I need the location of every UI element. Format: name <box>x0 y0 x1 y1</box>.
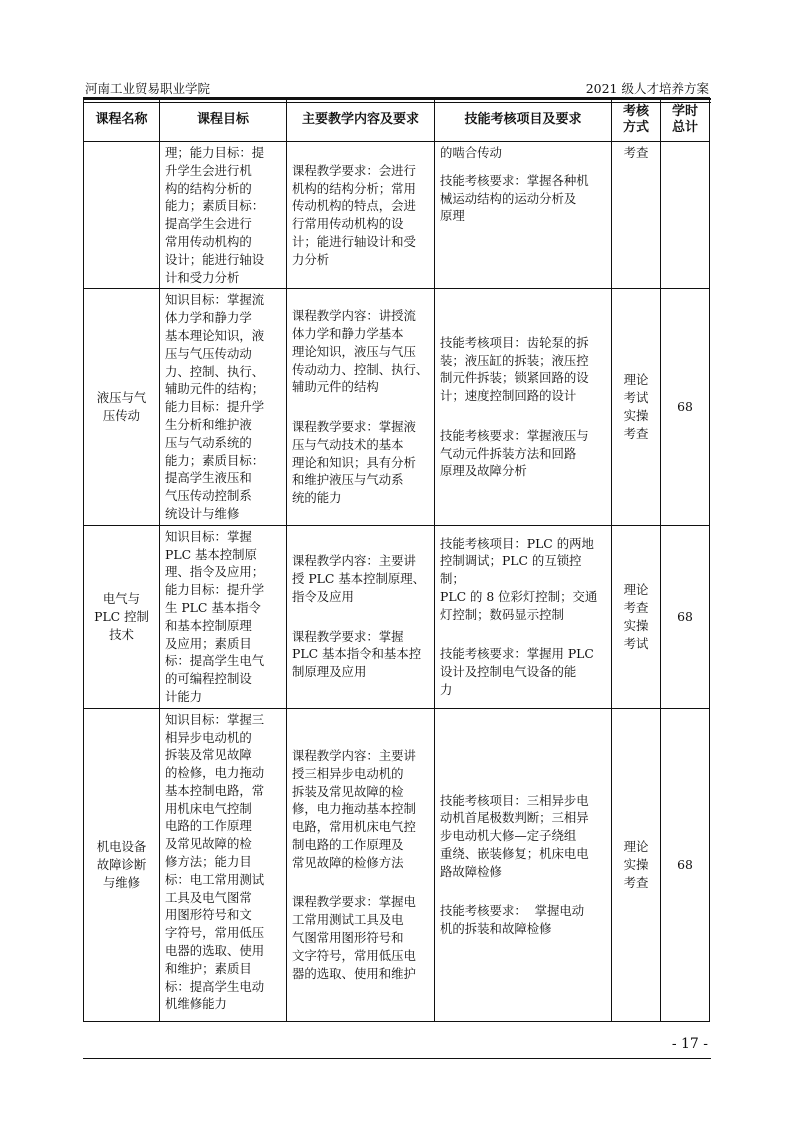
content-requirement: 课程教学要求：掌握 PLC 基本指令和基本控 制原理及应用 <box>292 628 422 680</box>
course-goal-cell: 理；能力目标：提 升学生会进行机 构的结构分析的 能力；素质目标： 提高学生会进行 常用传动机构的 设计；能进行轴设 计和受力分析 <box>160 142 287 289</box>
total-hours-cell: 68 <box>661 289 710 525</box>
total-hours-cell <box>661 142 710 289</box>
assessment-method-cell: 理论 实操 考查 <box>612 708 661 1021</box>
main-content-cell <box>287 708 435 1021</box>
col-header-total-hours: 学时 总计 <box>661 98 710 142</box>
assessment-method-cell: 理论 考查 实操 考试 <box>612 525 661 708</box>
col-header-course-goal: 课程目标 <box>160 98 287 142</box>
content-requirement: 课程教学要求：掌握电 工常用测试工具及电 气图常用图形符号和 文字符号，常用低压电 器的选取、使用和维护 <box>292 894 416 981</box>
course-goal-cell: 知识目标：掌握流 体力学和静力学 基本理论知识，液 压与气压传动动 力、控制、执行、 辅助元件的结构； 能力目标：提升学 生分析和维护液 压与气动系统的 能力；素质目标： 提高学生液压和 气压传动控制系 统设计与维修 <box>160 289 287 525</box>
skill-cell <box>435 289 612 525</box>
assessment-method-cell: 考查 <box>612 142 661 289</box>
skill-item: 技能考核项目：齿轮泵的拆 装；液压缸的拆装；液压控 制元件拆装；锁紧回路的设 计；速度控制回路的设计 <box>440 334 589 404</box>
total-hours-cell: 68 <box>661 525 710 708</box>
content-item: 课程教学内容：主要讲 授 PLC 基本控制原理、 指令及应用 <box>292 553 426 605</box>
page-number: - 17 - <box>671 1036 708 1052</box>
skill-requirement: 技能考核要求：掌握液压与 气动元件拆装方法和回路 原理及故障分析 <box>440 427 589 479</box>
course-table <box>83 97 710 1022</box>
course-name-cell: 机电设备 故障诊断 与维修 <box>84 708 160 1021</box>
course-name-cell <box>84 142 160 289</box>
table-row <box>84 289 710 525</box>
content-requirement: 课程教学要求：掌握液 压与气动技术的基本 理论和知识；具有分析 和维护液压与气动系 统的能力 <box>292 418 416 506</box>
main-content-cell <box>287 142 435 289</box>
table-header-row <box>84 98 710 142</box>
table-row <box>84 525 710 708</box>
skill-cell <box>435 708 612 1021</box>
table-row <box>84 142 710 289</box>
footer-rule <box>83 1058 711 1059</box>
main-content-cell <box>287 289 435 525</box>
course-goal-cell: 知识目标：掌握 PLC 基本控制原 理、指令及应用； 能力目标：提升学 生 PLC 基本指令 和基本控制原理 及应用；素质目 标：提高学生电气 的可编程控制设 计能力 <box>160 525 287 708</box>
course-name-cell: 电气与 PLC 控制 技术 <box>84 525 160 708</box>
table-row <box>84 708 710 1021</box>
content-item: 课程教学内容：讲授流 体力学和静力学基本 理论知识，液压与气压 传动动力、控制、执行、 辅助元件的结构 <box>292 308 429 395</box>
col-header-skill-assessment: 技能考核项目及要求 <box>435 98 612 142</box>
assessment-method-cell: 理论 考试 实操 考查 <box>612 289 661 525</box>
document-title: 2021 级人才培养方案 <box>585 81 709 96</box>
col-header-assessment-method: 考核 方式 <box>612 98 661 142</box>
course-goal-cell: 知识目标：掌握三 相异步电动机的 拆装及常见故障 的检修，电力拖动 基本控制电路，常 用机床电气控制 电路的工作原理 及常见故障的检 修方法；能力目 标：电工常用测试 工具及电气图常 用图形符号和文 字符号，常用低压 电器的选取、使用 和维护；素质目 标：提高学生电动 机维修能力 <box>160 708 287 1021</box>
skill-item: 技能考核项目：PLC 的两地 控制调试；PLC 的互锁控制； PLC 的 8 位彩灯控制；交通 灯控制；数码显示控制 <box>440 535 598 622</box>
skill-item: 技能考核项目：三相异步电 动机首尾极数判断；三相异 步电动机大修—定子绕组 重绕、嵌装修复；机床电电 路故障检修 <box>440 792 589 879</box>
skill-cell <box>435 142 612 289</box>
total-hours-cell: 68 <box>661 708 710 1021</box>
skill-requirement: 技能考核要求： 掌握电动 机的拆装和故障检修 <box>440 903 585 937</box>
course-name-cell: 液压与气 压传动 <box>84 289 160 525</box>
col-header-main-content: 主要教学内容及要求 <box>287 98 435 142</box>
skill-cell <box>435 525 612 708</box>
school-name: 河南工业贸易职业学院 <box>85 81 211 96</box>
col-header-course-name: 课程名称 <box>84 98 160 142</box>
skill-requirement: 技能考核要求：掌握各种机 械运动结构的运动分析及 原理 <box>440 172 589 224</box>
content-requirement: 课程教学要求：会进行 机构的结构分析；常用 传动机构的特点，会进 行常用传动机构的设 计；能进行轴设计和受 力分析 <box>292 162 416 267</box>
main-content-cell <box>287 525 435 708</box>
skill-item: 的啮合传动 <box>440 145 502 160</box>
content-item: 课程教学内容：主要讲 授三相异步电动机的 拆装及常见故障的检 修，电力拖动基本控制 电路，常用机床电气控 制电路的工作原理及 常见故障的检修方法 <box>292 748 416 870</box>
skill-requirement: 技能考核要求：掌握用 PLC 设计及控制电气设备的能 力 <box>440 646 594 697</box>
